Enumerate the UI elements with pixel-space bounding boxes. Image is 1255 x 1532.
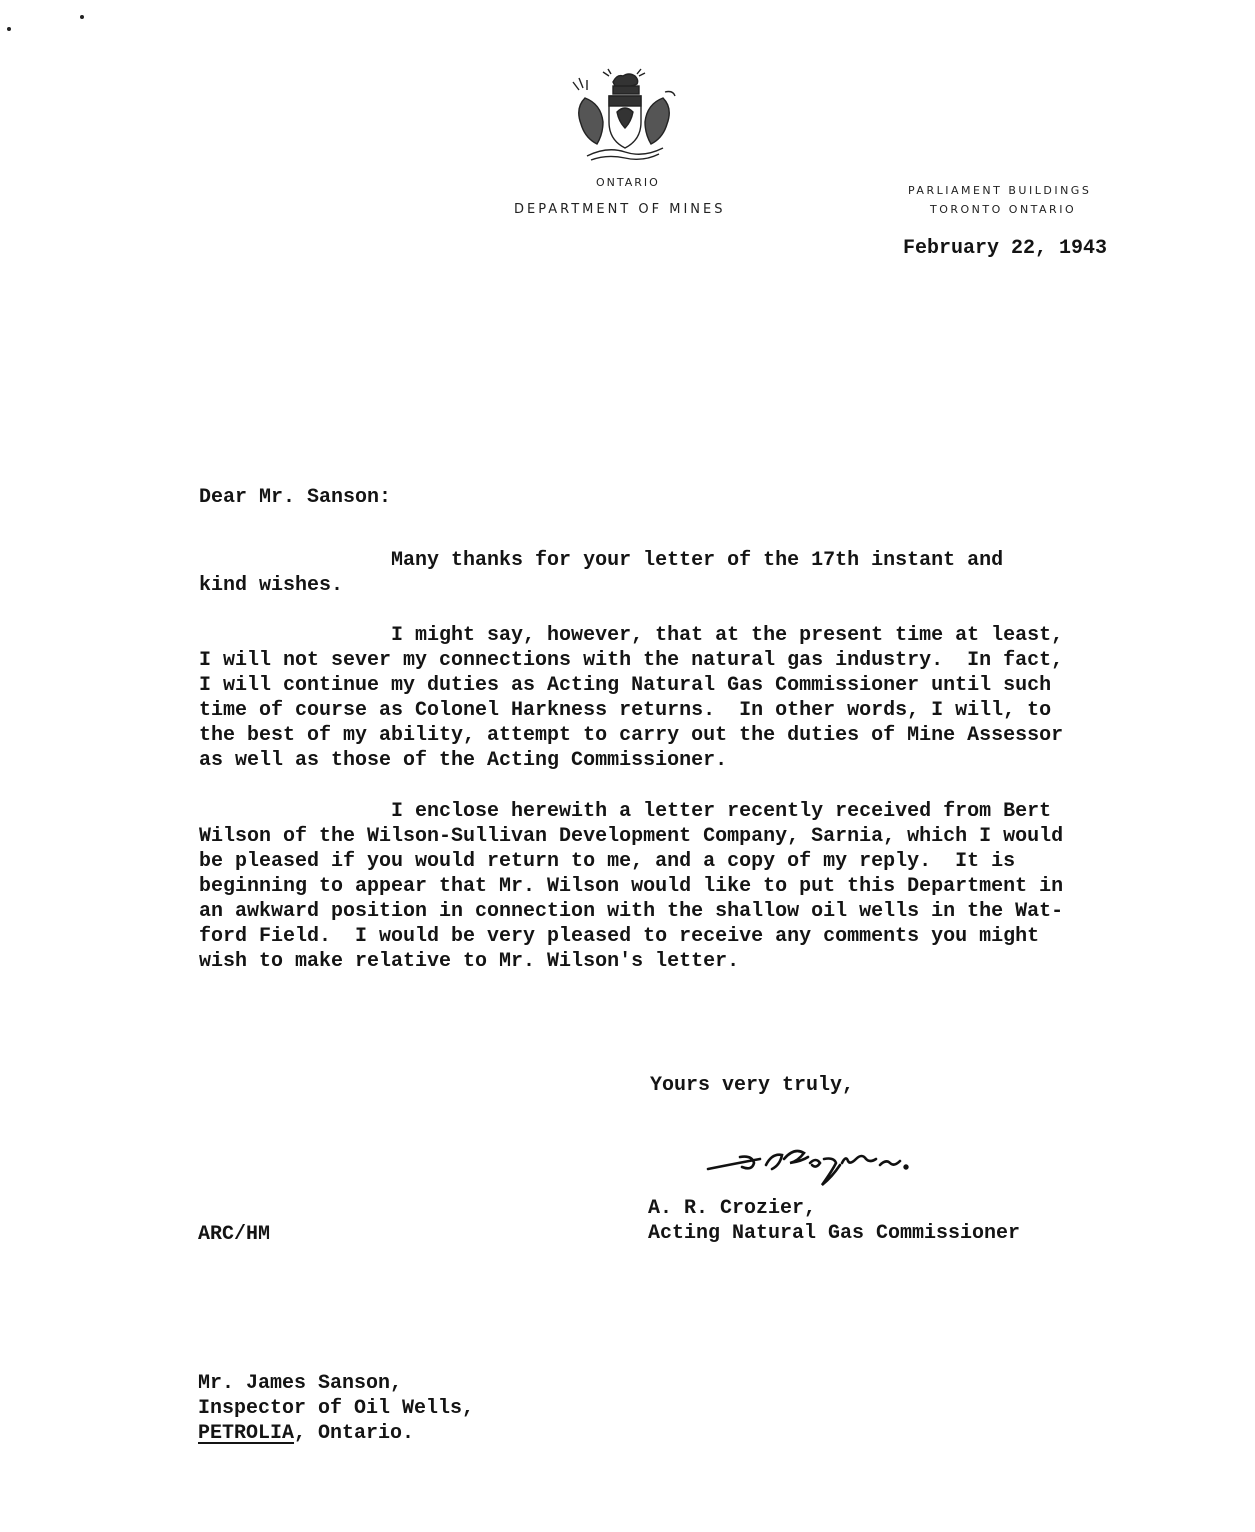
- paragraph-3: I enclose herewith a letter recently received from Bert Wilson of the Wilson-Sullivan Development Company, Sarnia, which I would be pleased if you would return to me, and a copy of my reply. It is beginning to appear that Mr. Wilson would like to put this Department in an awkward position in connection with the shallow oil wells in the Wat- ford Field. I would be very pleased to receive any comments you might wish to make relative to Mr. Wilson's letter.: [199, 800, 1064, 973]
- ontario-coat-of-arms-icon: [565, 68, 683, 174]
- letterhead-address-line2: TORONTO ONTARIO: [930, 203, 1077, 216]
- scan-speck: [80, 15, 84, 19]
- paragraph-2: I might say, however, that at the present time at least, I will not sever my connections with the natural gas industry. In fact, I will continue my duties as Acting Natural Gas Commissioner until such time of course as Colonel Harkness returns. In other words, I will, to the best of my ability, attempt to carry out the duties of Mine Assessor as well as those of the Acting Commissioner.: [199, 624, 1064, 772]
- signer-block: [648, 1196, 1020, 1246]
- recipient-name: Mr. James Sanson,: [198, 1372, 403, 1395]
- recipient-city: PETROLIA: [198, 1422, 295, 1445]
- signer-title: Acting Natural Gas Commissioner: [648, 1222, 1021, 1245]
- recipient-address: [198, 1371, 474, 1446]
- letterhead-province: ONTARIO: [596, 176, 660, 189]
- handwritten-signature-icon: [700, 1137, 960, 1187]
- salutation: Dear Mr. Sanson:: [199, 486, 392, 509]
- signer-name: A. R. Crozier,: [648, 1197, 817, 1220]
- letterhead-address-line1: PARLIAMENT BUILDINGS: [908, 184, 1092, 197]
- paragraph-1: Many thanks for your letter of the 17th instant and kind wishes.: [199, 549, 1004, 597]
- reference-initials: ARC/HM: [198, 1223, 271, 1246]
- letter-date: February 22, 1943: [903, 237, 1108, 260]
- recipient-title: Inspector of Oil Wells,: [198, 1397, 475, 1420]
- closing: Yours very truly,: [650, 1074, 855, 1097]
- recipient-province: , Ontario.: [294, 1422, 415, 1445]
- letterhead-department: DEPARTMENT OF MINES: [514, 202, 726, 217]
- recipient-city-line: [198, 1421, 474, 1446]
- scan-speck: [7, 27, 11, 31]
